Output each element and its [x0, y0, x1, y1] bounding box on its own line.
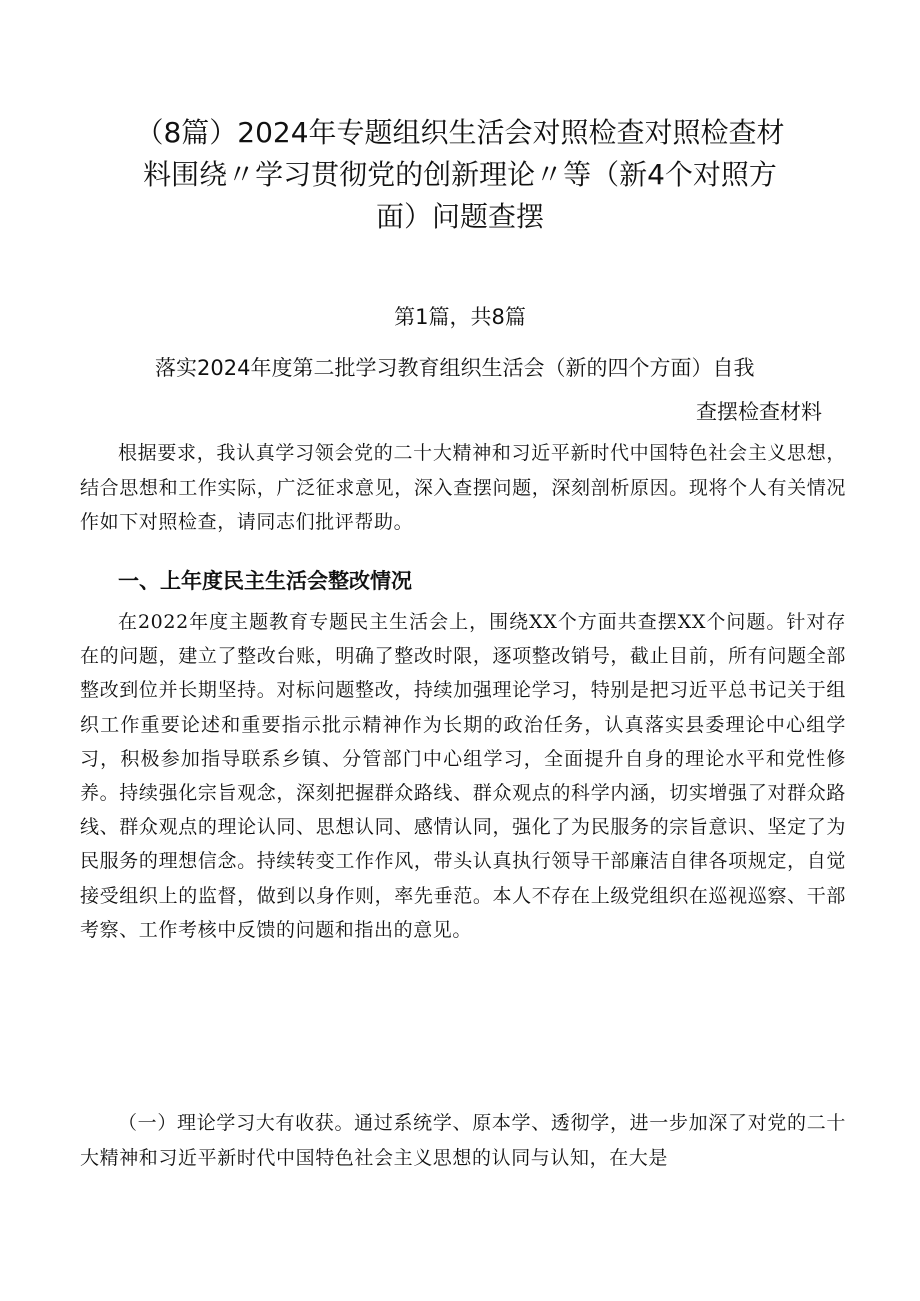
title-line: （8篇）2024年专题组织生活会对照检查对照检查材 [135, 116, 785, 149]
intro-paragraph: 根据要求，我认真学习领会党的二十大精神和习近平新时代中国特色社会主义思想，结合思想和工作实际，广泛征求意见，深入查摆问题，深刻剖析原因。现将个人有关情况作如下对照检查，请同志们批评帮助。 [80, 442, 846, 533]
subsection-paragraph: （一）理论学习大有收获。通过系统学、原本学、透彻学，进一步加深了对党的二十大精神和习近平新时代中国特色社会主义思想的认同与认知，在大是 [80, 1112, 846, 1169]
section-heading: 一、上年度民主生活会整改情况 [118, 569, 412, 593]
section-paragraph: 在2022年度主题教育专题民主生活会上，围绕XX个方面共查摆XX个问题。针对存在的问题，建立了整改台账，明确了整改时限，逐项整改销号，截止目前，所有问题全部整改到位并长期坚持。对标问题整改，持续加强理论学习，特别是把习近平总书记关于组织工作重要论述和重要指示批示精神作为长期的政治任务，认真落实县委理论中心组学习，积极参加指导联系乡镇、分管部门中心组学习，全面提升自身的理论水平和党性修养。持续强化宗旨观念，深刻把握群众路线、群众观点的科学内涵，切实增强了对群众路线、群众观点的理论认同、思想认同、感情认同，强化了为民服务的宗旨意识、坚定了为民服务的理想信念。持续转变工作作风，带头认真执行领导干部廉洁自律各项规定，自觉接受组织上的监督，做到以身作则，率先垂范。本人不存在上级党组织在巡视巡察、干部考察、工作考核中反馈的问题和指出的意见。 [80, 611, 846, 941]
part-label: 第1篇，共8篇 [394, 305, 526, 329]
document-title [90, 112, 830, 238]
article-subtitle [155, 346, 825, 434]
subtitle-line: 查摆检查材料 [696, 400, 822, 424]
subtitle-line: 落实2024年度第二批学习教育组织生活会（新的四个方面）自我 [155, 356, 755, 380]
title-line: 面）问题查摆 [375, 200, 544, 233]
title-line: 料围绕〃学习贯彻党的创新理论〃等（新4个对照方 [143, 158, 777, 191]
